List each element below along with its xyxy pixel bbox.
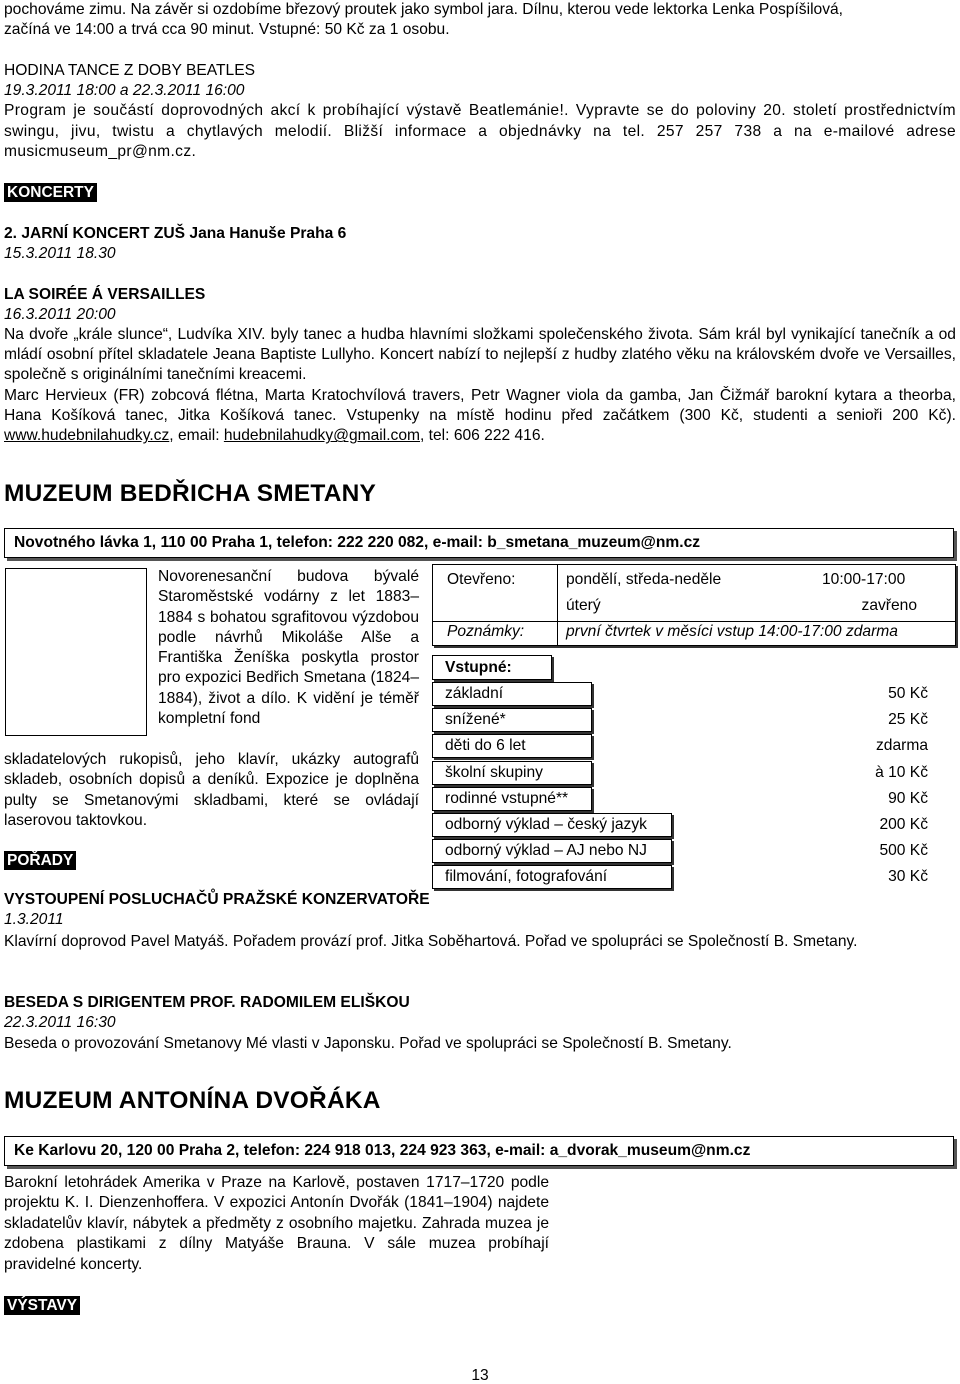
concert-2-email-link[interactable]: hudebnilahudky@gmail.com xyxy=(223,427,421,445)
beatles-title: HODINA TANCE Z DOBY BEATLES xyxy=(4,62,256,79)
price-item-name: děti do 6 let xyxy=(445,737,526,754)
open-label: Otevřeno: xyxy=(447,571,516,588)
concert-2-title: LA SOIRÉE Á VERSAILLES xyxy=(4,286,206,303)
open-days-1: pondělí, středa-neděle xyxy=(566,571,722,588)
smetana-address: Novotného lávka 1, 110 00 Praha 1, telefon: 222 220 082, e-mail: b_smetana_muzeum@nm.cz xyxy=(4,528,954,558)
price-item-name: odborný výklad – český jazyk xyxy=(445,816,647,833)
concert-2-web-link[interactable]: www.hudebnilahudky.cz xyxy=(4,427,170,445)
koncerty-heading: KONCERTY xyxy=(4,183,97,203)
open-time-2: zavřeno xyxy=(861,597,917,614)
notes-text: první čtvrtek v měsíci vstup 14:00-17:00 zdarma xyxy=(566,623,898,640)
concert-2-performers xyxy=(4,386,956,447)
smetana-desc-right: Novorenesanční budova bývalé Staroměstské vodárny z let 1883–1884 s bohatou sgrafitovou výzdobou podle návrhů Mikoláše Alše a Františka Ženíška poskytla prostor pro expozici Bedřich Smetana (1824–1884), život a dílo. K vidění je téměř kompletní fond xyxy=(158,568,419,728)
price-item-value: 25 Kč xyxy=(888,711,928,728)
beatles-text: Program je součástí doprovodných akcí k probíhající výstavě Beatlemánie!. Vypravte se do poloviny 20. století prostřednictvím swingu, jivu, twistu a chytlavých melodií. Bližší informace a objednávky na tel. 257 257 738 a na e-mailové adrese musicmuseum_pr@nm.cz. xyxy=(4,102,956,160)
concert-2-tel: , tel: 606 222 416. xyxy=(420,427,545,445)
price-item-name: školní skupiny xyxy=(445,764,543,781)
price-item-value: à 10 Kč xyxy=(875,764,928,781)
price-item-value: 500 Kč xyxy=(879,842,928,859)
prices-label: Vstupné: xyxy=(445,659,512,676)
concert-2-date: 16.3.2011 20:00 xyxy=(4,306,116,323)
smetana-title: MUZEUM BEDŘICHA SMETANY xyxy=(4,480,377,507)
porady-heading: POŘADY xyxy=(4,851,76,871)
smetana-museum-photo xyxy=(5,568,147,736)
program-2-text: Beseda o provozování Smetanovy Mé vlasti v Japonsku. Pořad ve spolupráci se Společností B. Smetany. xyxy=(4,1035,732,1052)
price-item-value: 200 Kč xyxy=(879,816,928,833)
intro-text xyxy=(4,0,956,40)
price-item-value: 30 Kč xyxy=(888,868,928,885)
price-item-value: 90 Kč xyxy=(888,790,928,807)
vystavy-heading: VÝSTAVY xyxy=(4,1296,80,1316)
concert-2-perf-text: Marc Hervieux (FR) zobcová flétna, Marta Kratochvílová travers, Petr Wagner viola da gamba, Jan Čižmář barokní kytara a theorba, Hana Košíková tanec, Jitka Košíková tanec. Vstupenky na místě hodinu před začátkem (300 Kč, studenti a senioři 200 Kč). xyxy=(4,387,956,425)
beatles-section xyxy=(4,61,956,162)
page-number: 13 xyxy=(471,1367,489,1384)
price-item-name: snížené* xyxy=(445,711,506,728)
price-item-name: základní xyxy=(445,685,504,702)
smetana-desc-full: skladatelových rukopisů, jeho klavír, ukázky autografů skladeb, osobních dopisů a deníků. Expozice je doplněna pulty se Smetanovými skladbami, které se ovládají laserovou taktovkou. xyxy=(4,751,419,829)
program-2-title: BESEDA S DIRIGENTEM PROF. RADOMILEM ELIŠKOU xyxy=(4,994,410,1011)
dvorak-museum-photo xyxy=(568,1176,956,1276)
concert-2-text: Na dvoře „krále slunce“, Ludvíka XIV. byly tanec a hudba hlavními složkami společenského života. Sám král byl vynikající tanečník a od mládí osobní přítel skladatele Jeana Baptiste Lullyho. Koncert nabízí to nejlepší z hudby zlatého věku na královském dvoře ve Versailles, společně s originálními tanečními kreacemi. xyxy=(4,326,956,384)
dvorak-address: Ke Karlovu 20, 120 00 Praha 2, telefon: 224 918 013, 224 923 363, e-mail: a_dvorak_museum@nm.cz xyxy=(4,1136,954,1166)
dvorak-title: MUZEUM ANTONÍNA DVOŘÁKA xyxy=(4,1087,381,1114)
program-1-title: VYSTOUPENÍ POSLUCHAČŮ PRAŽSKÉ KONZERVATOŘE xyxy=(4,891,430,908)
price-item-value: zdarma xyxy=(876,737,928,754)
price-item-value: 50 Kč xyxy=(888,685,928,702)
program-1-text: Klavírní doprovod Pavel Matyáš. Pořadem provází prof. Jitka Soběhartová. Pořad ve spolupráci se Společností B. Smetany. xyxy=(4,933,858,950)
open-days-2: úterý xyxy=(566,597,601,614)
concert-1-date: 15.3.2011 18.30 xyxy=(4,245,116,262)
price-item-name: filmování, fotografování xyxy=(445,868,608,885)
intro-line-2: začíná ve 14:00 a trvá cca 90 minut. Vstupné: 50 Kč za 1 osobu. xyxy=(4,21,450,39)
concert-1-title: 2. JARNÍ KONCERT ZUŠ Jana Hanuše Praha 6 xyxy=(4,225,347,242)
concert-2-email-label: , email: xyxy=(169,427,224,445)
open-time-1: 10:00-17:00 xyxy=(822,571,906,588)
beatles-date: 19.3.2011 18:00 a 22.3.2011 16:00 xyxy=(4,82,245,100)
intro-line-1: pochováme zimu. Na závěr si ozdobíme březový proutek jako symbol jara. Dílnu, kterou vede lektorka Lenka Pospíšilová, xyxy=(4,1,844,18)
price-item-name: rodinné vstupné** xyxy=(445,790,569,807)
notes-label: Poznámky: xyxy=(447,623,525,640)
program-2-date: 22.3.2011 16:30 xyxy=(4,1014,116,1031)
program-1-date: 1.3.2011 xyxy=(4,911,64,928)
price-item-name: odborný výklad – AJ nebo NJ xyxy=(445,842,647,859)
dvorak-desc: Barokní letohrádek Amerika v Praze na Karlově, postaven 1717–1720 podle projektu K. I. Dienzenhoffera. V expozici Antonín Dvořák (1841–1904) najdete skladatelův klavír, nábytek a předměty z osobního majetku. Zahrada muzea je zdobena plastikami z dílny Matyáše Brauna. V sále muzea probíhají pravidelné koncerty. xyxy=(4,1174,549,1273)
